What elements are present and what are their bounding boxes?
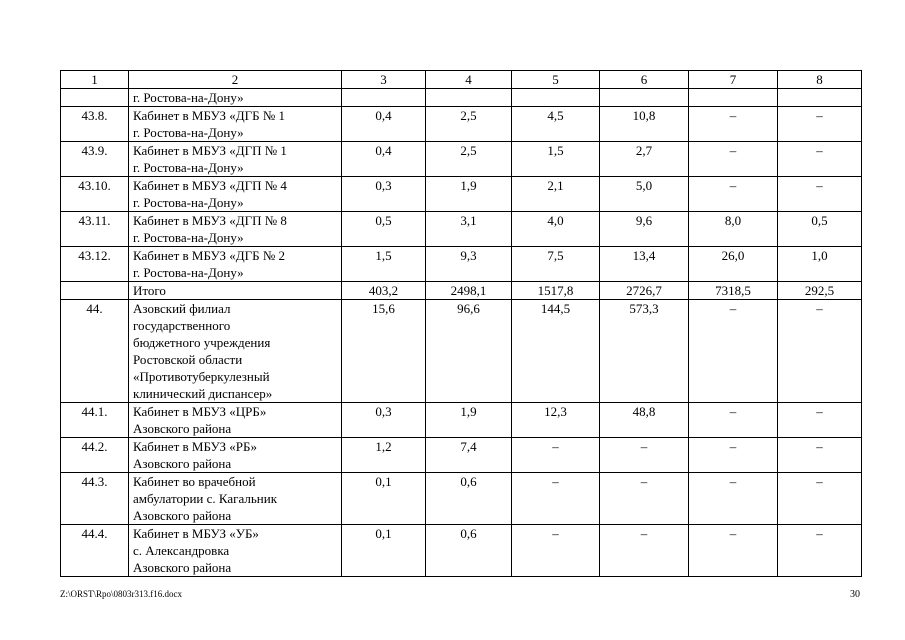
row-number: 44.: [61, 300, 129, 403]
col-header-5: 5: [512, 71, 600, 89]
cell-col-4: [426, 89, 512, 107]
data-table: [60, 70, 862, 577]
cell-col-8: 292,5: [778, 282, 862, 300]
row-number: 44.2.: [61, 438, 129, 473]
cell-col-5: 1517,8: [512, 282, 600, 300]
table-row: [61, 212, 862, 247]
cell-col-6: 10,8: [600, 107, 689, 142]
col-header-7: 7: [689, 71, 778, 89]
cell-col-7: [689, 89, 778, 107]
cell-col-5: –: [512, 473, 600, 525]
header-row: [61, 71, 862, 89]
row-name: Азовский филиал государственного бюджетного учреждения Ростовской области «Противотуберкулезный клинический диспансер»: [129, 300, 342, 403]
cell-col-6: –: [600, 473, 689, 525]
row-number: 44.4.: [61, 525, 129, 577]
cell-col-3: 0,4: [342, 107, 426, 142]
row-number: 43.12.: [61, 247, 129, 282]
table-row: [61, 300, 862, 403]
cell-col-7: –: [689, 473, 778, 525]
row-number: [61, 282, 129, 300]
cell-col-7: –: [689, 300, 778, 403]
col-header-8: 8: [778, 71, 862, 89]
cell-col-3: [342, 89, 426, 107]
row-name: г. Ростова-на-Дону»: [129, 89, 342, 107]
cell-col-3: 0,3: [342, 177, 426, 212]
cell-col-8: –: [778, 142, 862, 177]
row-name: Кабинет в МБУЗ «УБ» с. Александровка Азовского района: [129, 525, 342, 577]
cell-col-3: 0,1: [342, 473, 426, 525]
cell-col-4: 7,4: [426, 438, 512, 473]
cell-col-8: 0,5: [778, 212, 862, 247]
cell-col-4: 1,9: [426, 177, 512, 212]
cell-col-3: 0,4: [342, 142, 426, 177]
cell-col-6: 13,4: [600, 247, 689, 282]
cell-col-5: 12,3: [512, 403, 600, 438]
cell-col-5: 4,0: [512, 212, 600, 247]
col-header-4: 4: [426, 71, 512, 89]
col-header-6: 6: [600, 71, 689, 89]
row-name: Кабинет в МБУЗ «ЦРБ» Азовского района: [129, 403, 342, 438]
cell-col-5: –: [512, 525, 600, 577]
cell-col-8: –: [778, 300, 862, 403]
cell-col-7: 7318,5: [689, 282, 778, 300]
cell-col-8: [778, 89, 862, 107]
cell-col-5: [512, 89, 600, 107]
cell-col-5: 7,5: [512, 247, 600, 282]
cell-col-3: 0,3: [342, 403, 426, 438]
cell-col-6: 2726,7: [600, 282, 689, 300]
cell-col-3: 403,2: [342, 282, 426, 300]
cell-col-4: 2,5: [426, 142, 512, 177]
cell-col-8: 1,0: [778, 247, 862, 282]
table-row: [61, 89, 862, 107]
table-row: [61, 525, 862, 577]
table-row: [61, 177, 862, 212]
cell-col-4: 2498,1: [426, 282, 512, 300]
cell-col-4: 9,3: [426, 247, 512, 282]
row-name: Кабинет в МБУЗ «ДГП № 1 г. Ростова-на-Дону»: [129, 142, 342, 177]
table-row: [61, 142, 862, 177]
row-number: 44.3.: [61, 473, 129, 525]
cell-col-4: 0,6: [426, 525, 512, 577]
cell-col-8: –: [778, 473, 862, 525]
row-name: Кабинет в МБУЗ «ДГП № 4 г. Ростова-на-Дону»: [129, 177, 342, 212]
table-row: [61, 107, 862, 142]
cell-col-3: 0,5: [342, 212, 426, 247]
cell-col-4: 2,5: [426, 107, 512, 142]
row-name: Кабинет в МБУЗ «ДГБ № 2 г. Ростова-на-Дону»: [129, 247, 342, 282]
cell-col-6: 2,7: [600, 142, 689, 177]
cell-col-8: –: [778, 107, 862, 142]
table-row: [61, 247, 862, 282]
row-name: Кабинет во врачебной амбулатории с. Кагальник Азовского района: [129, 473, 342, 525]
cell-col-5: –: [512, 438, 600, 473]
cell-col-7: –: [689, 403, 778, 438]
cell-col-6: 48,8: [600, 403, 689, 438]
cell-col-7: –: [689, 525, 778, 577]
row-number: 43.8.: [61, 107, 129, 142]
row-name: Кабинет в МБУЗ «РБ» Азовского района: [129, 438, 342, 473]
cell-col-7: –: [689, 107, 778, 142]
row-name: Кабинет в МБУЗ «ДГП № 8 г. Ростова-на-Дону»: [129, 212, 342, 247]
cell-col-4: 0,6: [426, 473, 512, 525]
col-header-2: 2: [129, 71, 342, 89]
cell-col-7: 8,0: [689, 212, 778, 247]
cell-col-5: 1,5: [512, 142, 600, 177]
table-row: [61, 438, 862, 473]
col-header-1: 1: [61, 71, 129, 89]
cell-col-7: –: [689, 142, 778, 177]
cell-col-3: 15,6: [342, 300, 426, 403]
row-number: 43.10.: [61, 177, 129, 212]
cell-col-5: 4,5: [512, 107, 600, 142]
cell-col-3: 0,1: [342, 525, 426, 577]
row-name: Кабинет в МБУЗ «ДГБ № 1 г. Ростова-на-Дону»: [129, 107, 342, 142]
footer-file-path: Z:\ORST\Rpo\0803r313.f16.docx: [60, 589, 182, 599]
cell-col-8: –: [778, 525, 862, 577]
cell-col-4: 96,6: [426, 300, 512, 403]
cell-col-6: 9,6: [600, 212, 689, 247]
row-number: 44.1.: [61, 403, 129, 438]
table-body: [61, 89, 862, 577]
table-row: [61, 403, 862, 438]
row-number: 43.9.: [61, 142, 129, 177]
cell-col-7: 26,0: [689, 247, 778, 282]
cell-col-4: 3,1: [426, 212, 512, 247]
cell-col-4: 1,9: [426, 403, 512, 438]
cell-col-7: –: [689, 177, 778, 212]
table-row: [61, 473, 862, 525]
cell-col-3: 1,2: [342, 438, 426, 473]
cell-col-8: –: [778, 403, 862, 438]
cell-col-6: [600, 89, 689, 107]
cell-col-8: –: [778, 438, 862, 473]
col-header-3: 3: [342, 71, 426, 89]
cell-col-3: 1,5: [342, 247, 426, 282]
table-row: [61, 282, 862, 300]
cell-col-6: –: [600, 525, 689, 577]
cell-col-7: –: [689, 438, 778, 473]
footer-page-number: 30: [850, 589, 860, 600]
cell-col-8: –: [778, 177, 862, 212]
cell-col-5: 144,5: [512, 300, 600, 403]
row-name: Итого: [129, 282, 342, 300]
row-number: [61, 89, 129, 107]
cell-col-6: –: [600, 438, 689, 473]
cell-col-5: 2,1: [512, 177, 600, 212]
row-number: 43.11.: [61, 212, 129, 247]
cell-col-6: 5,0: [600, 177, 689, 212]
cell-col-6: 573,3: [600, 300, 689, 403]
